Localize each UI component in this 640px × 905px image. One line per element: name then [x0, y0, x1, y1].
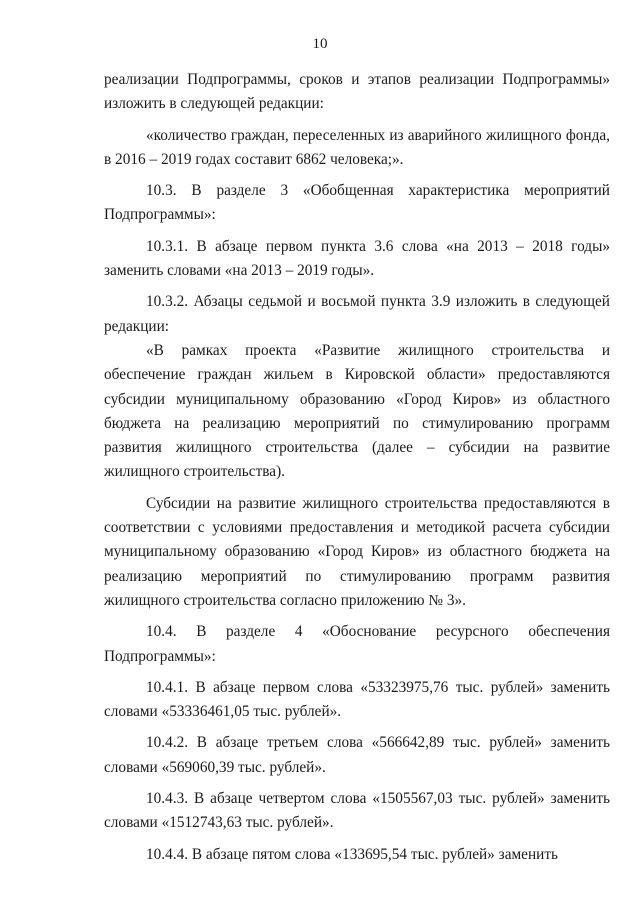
paragraph-10-4-3: 10.4.3. В абзаце четвертом слова «1505567,03 тыс. рублей» заменить словами «1512743,63 тыс. рублей».	[104, 790, 610, 832]
paragraph-continuation: реализации Подпрограммы, сроков и этапов реализации Подпрограммы» изложить в следующей редакции:	[104, 71, 610, 113]
paragraph-quote-count: «количество граждан, переселенных из аварийного жилищного фонда, в 2016 – 2019 годах составит 6862 человека;».	[104, 126, 610, 168]
paragraph-10-4: 10.4. В разделе 4 «Обоснование ресурсного обеспечения Подпрограммы»:	[104, 623, 610, 665]
document-body	[104, 68, 610, 874]
paragraph-10-3-1: 10.3.1. В абзаце первом пункта 3.6 слова «на 2013 – 2018 годы» заменить словами «на 2013 – 2019 годы».	[104, 237, 610, 280]
paragraph-10-3: 10.3. В разделе 3 «Обобщенная характеристика мероприятий Подпрограммы»:	[104, 182, 610, 224]
paragraph-10-4-1: 10.4.1. В абзаце первом слова «53323975,76 тыс. рублей» заменить словами «53336461,05 тыс. рублей».	[104, 678, 610, 721]
paragraph-10-3-2: 10.3.2. Абзацы седьмой и восьмой пункта 3.9 изложить в следующей редакции:	[104, 293, 610, 335]
paragraph-10-4-2: 10.4.2. В абзаце третьем слова «566642,89 тыс. рублей» заменить словами «569060,39 тыс. рублей».	[104, 734, 610, 776]
page-number: 10	[312, 36, 328, 52]
paragraph-quote-project: «В рамках проекта «Развитие жилищного строительства и обеспечение граждан жильем в Кировской области» предоставляются субсидии муниципальному образованию «Город Киров» из областного бюджета на реализацию мероприятий по стимулированию программ развития жилищного строительства (далее – субсидии на развитие жилищного строительства).	[104, 341, 610, 481]
paragraph-10-4-4: 10.4.4. В абзаце пятом слова «133695,54 тыс. рублей» заменить	[146, 845, 558, 863]
paragraph-subsidies: Субсидии на развитие жилищного строительства предоставляются в соответствии с условиями предоставления и методикой расчета субсидии муниципальному образованию «Город Киров» из областного бюджета на реализацию мероприятий по стимулированию программ развития жилищного строительства согласно приложению № 3».	[104, 494, 610, 609]
